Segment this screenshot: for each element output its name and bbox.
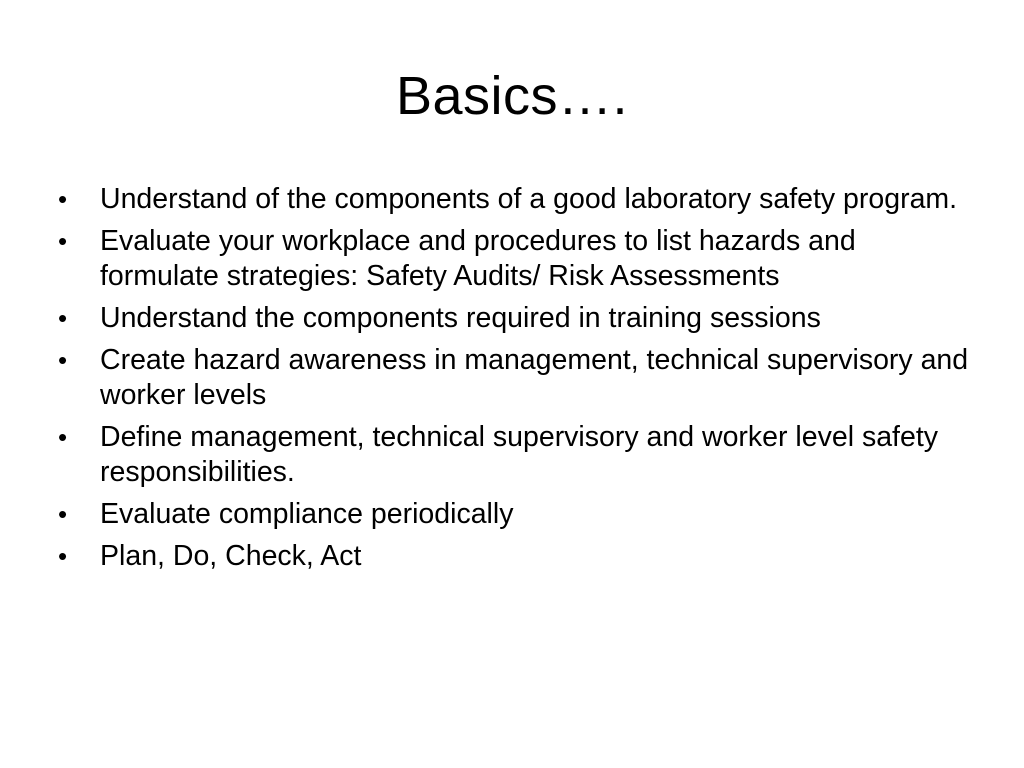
bullet-text: Evaluate your workplace and procedures to list hazards and formulate strategies: Safety Audits/ Risk Assessments bbox=[100, 225, 856, 292]
bullet-text: Plan, Do, Check, Act bbox=[100, 540, 362, 572]
bullet-item bbox=[58, 497, 978, 532]
bullet-icon: • bbox=[58, 345, 68, 375]
bullet-text: Understand the components required in training sessions bbox=[100, 302, 821, 334]
bullet-icon: • bbox=[58, 303, 68, 333]
bullet-item bbox=[58, 343, 978, 413]
bullet-icon: • bbox=[58, 541, 68, 571]
bullet-text: Understand of the components of a good laboratory safety program. bbox=[100, 183, 958, 215]
bullet-item bbox=[58, 301, 978, 336]
bullet-text: Evaluate compliance periodically bbox=[100, 498, 514, 530]
bullet-item bbox=[58, 182, 978, 217]
bullet-icon: • bbox=[58, 422, 68, 452]
bullet-item bbox=[58, 539, 978, 574]
slide-title: Basics…. bbox=[395, 66, 629, 126]
bullet-icon: • bbox=[58, 226, 68, 256]
bullet-icon: • bbox=[58, 499, 68, 529]
bullet-item bbox=[58, 420, 978, 490]
bullet-list bbox=[58, 182, 978, 581]
bullet-item bbox=[58, 224, 978, 294]
bullet-text: Create hazard awareness in management, technical supervisory and worker levels bbox=[100, 344, 969, 411]
bullet-text: Define management, technical supervisory and worker level safety responsibilities. bbox=[100, 421, 938, 488]
bullet-icon: • bbox=[58, 184, 68, 214]
